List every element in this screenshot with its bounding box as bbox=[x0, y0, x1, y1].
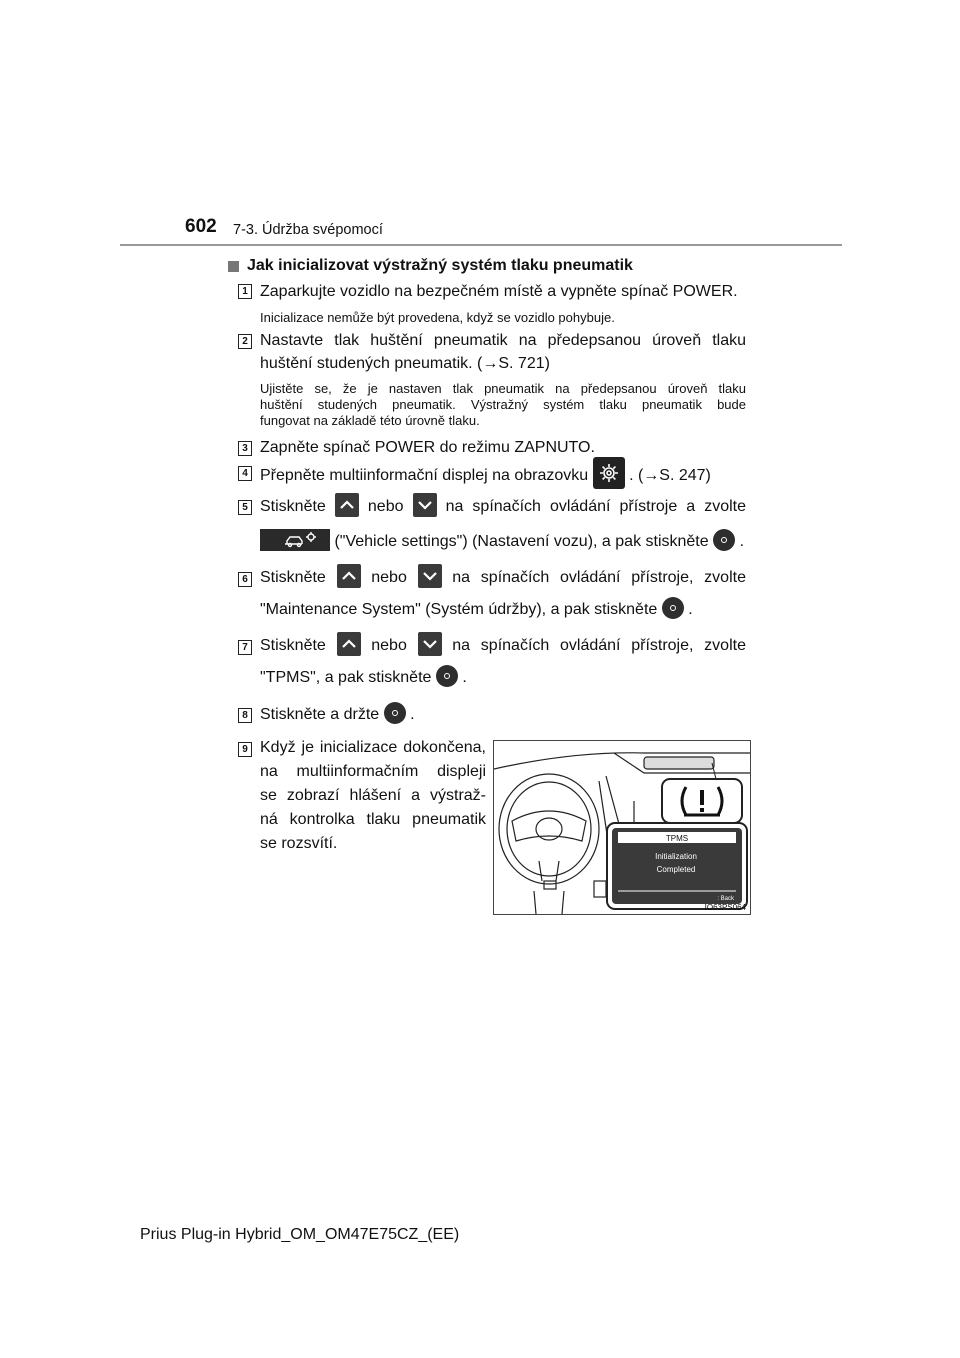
step-5-line1 bbox=[260, 495, 746, 519]
step-7-word-press: Stiskněte bbox=[260, 637, 326, 655]
step-7-line1 bbox=[260, 634, 746, 658]
ok-button-icon bbox=[436, 665, 458, 687]
vehicle-settings-icon bbox=[260, 529, 330, 551]
step-1-text: Zaparkujte vozidlo na bezpečném místě a vypněte spínač POWER. bbox=[260, 283, 738, 300]
ok-button-icon bbox=[384, 702, 406, 724]
step-4-text bbox=[260, 460, 746, 492]
screen-title: TPMS bbox=[665, 834, 689, 843]
step-number-9: 9 bbox=[238, 742, 252, 757]
ok-button-icon bbox=[713, 529, 735, 551]
step-7-end: . bbox=[462, 669, 467, 686]
up-arrow-icon bbox=[337, 564, 361, 588]
step-7-word-rest: na spínačích ovládání přístroje, zvolte bbox=[452, 637, 746, 655]
step-6-word-press: Stiskněte bbox=[260, 569, 326, 587]
step-6-word-rest: na spínačích ovládání přístroje, zvolte bbox=[452, 569, 746, 587]
step-5-end: . bbox=[739, 533, 745, 550]
step-9-line1: Když je inicializace dokončena, bbox=[260, 739, 486, 756]
tire-pressure-warning-icon bbox=[662, 779, 742, 823]
step-number-3: 3 bbox=[238, 441, 252, 456]
up-arrow-icon bbox=[337, 632, 361, 656]
down-arrow-icon bbox=[418, 632, 442, 656]
step-6-line1 bbox=[260, 566, 746, 590]
step-9-line3: se zobrazí hlášení a výstraž- bbox=[260, 787, 486, 804]
screen-line-1: Initialization bbox=[655, 852, 697, 861]
step-5-line2-text: ("Vehicle settings") (Nastavení vozu), a pak stiskněte bbox=[334, 533, 709, 550]
step-9-line4: ná kontrolka tlaku pneumatik bbox=[260, 811, 486, 828]
step-number-4: 4 bbox=[238, 466, 252, 481]
step-number-1: 1 bbox=[238, 284, 252, 299]
step-1-note: Inicializace nemůže být provedena, když se vozidlo pohybuje. bbox=[260, 310, 615, 325]
screen-line-2: Completed bbox=[656, 865, 696, 874]
step-number-5: 5 bbox=[238, 500, 252, 515]
down-arrow-icon bbox=[413, 493, 437, 517]
step-number-8: 8 bbox=[238, 708, 252, 723]
screen-back-label: : Back bbox=[717, 896, 734, 902]
step-5-word-rest: na spínačích ovládání přístroje a zvolte bbox=[445, 498, 747, 516]
step-4-before: Přepněte multiinformační displej na obrazovku bbox=[260, 467, 589, 485]
dashboard-illustration bbox=[493, 740, 751, 915]
step-7-line2 bbox=[260, 666, 746, 689]
step-8-text bbox=[260, 703, 746, 726]
step-9-line2: na multiinformačním displeji bbox=[260, 763, 486, 780]
section-title: 7-3. Údržba svépomocí bbox=[233, 222, 383, 238]
header-divider bbox=[120, 244, 842, 246]
step-2-note-line3: fungovat na základě této úrovně tlaku. bbox=[260, 413, 480, 428]
step-6-word-or: nebo bbox=[371, 569, 407, 587]
figure-code: IO63PS064 bbox=[704, 903, 746, 912]
step-6-line2 bbox=[260, 598, 746, 621]
settings-gear-icon bbox=[593, 457, 625, 489]
step-6-end: . bbox=[688, 601, 693, 618]
step-7-line2-text: "TPMS", a pak stiskněte bbox=[260, 669, 432, 686]
step-2-line1: Nastavte tlak huštění pneumatik na předepsanou úroveň tlaku bbox=[260, 332, 746, 349]
step-7-word-or: nebo bbox=[371, 637, 407, 655]
step-number-2: 2 bbox=[238, 334, 252, 349]
page-number: 602 bbox=[185, 216, 217, 237]
step-6-line2-text: "Maintenance System" (Systém údržby), a pak stiskněte bbox=[260, 601, 658, 618]
step-9-line5: se rozsvítí. bbox=[260, 835, 338, 852]
heading-square-icon bbox=[228, 261, 239, 272]
ok-button-icon bbox=[662, 597, 684, 619]
step-2-line2: huštění studených pneumatik. (→S. 721) bbox=[260, 355, 550, 372]
step-number-7: 7 bbox=[238, 640, 252, 655]
step-5-word-press: Stiskněte bbox=[260, 498, 326, 516]
step-2-note-line1: Ujistěte se, že je nastaven tlak pneumatik na předepsanou úroveň tlaku bbox=[260, 381, 746, 396]
step-5-line2 bbox=[260, 530, 746, 553]
step-4-after: . (→S. 247) bbox=[629, 467, 711, 485]
footer-doc-id: Prius Plug-in Hybrid_OM_OM47E75CZ_(EE) bbox=[140, 1226, 460, 1243]
heading-text: Jak inicializovat výstražný systém tlaku pneumatik bbox=[247, 257, 633, 274]
step-3-text: Zapněte spínač POWER do režimu ZAPNUTO. bbox=[260, 439, 595, 456]
step-5-word-or: nebo bbox=[367, 498, 404, 516]
down-arrow-icon bbox=[418, 564, 442, 588]
step-8-text-content: Stiskněte a držte bbox=[260, 706, 380, 723]
step-8-end: . bbox=[410, 706, 415, 723]
step-2-note-line2: huštění studených pneumatik. Výstražný systém tlaku pneumatik bude bbox=[260, 397, 746, 412]
dashboard-drawing bbox=[494, 741, 750, 914]
up-arrow-icon bbox=[335, 493, 359, 517]
step-number-6: 6 bbox=[238, 572, 252, 587]
section-heading bbox=[228, 257, 633, 275]
